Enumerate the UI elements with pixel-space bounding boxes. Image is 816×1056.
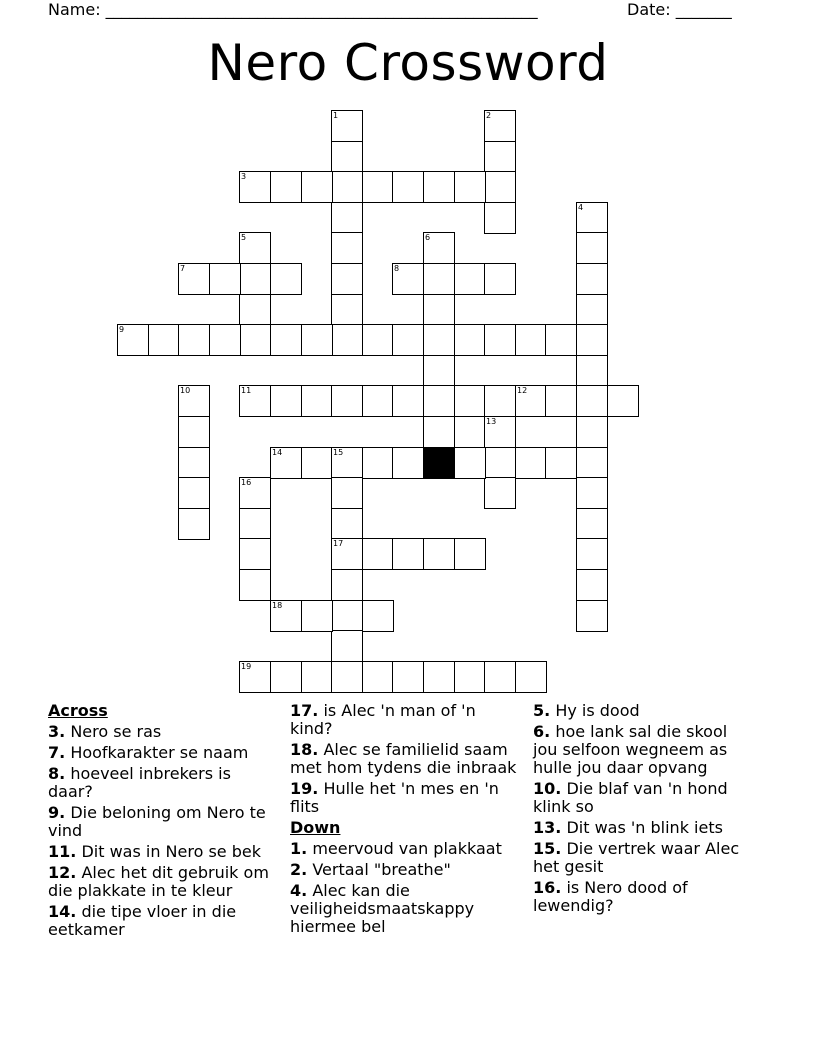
grid-cell[interactable]	[362, 324, 394, 356]
clue-down-13: 13. Dit was 'n blink iets	[533, 818, 723, 837]
grid-cell[interactable]	[576, 538, 608, 570]
grid-cell[interactable]	[576, 324, 608, 356]
page-title: Nero Crossword	[207, 34, 609, 92]
grid-cell[interactable]	[239, 538, 271, 570]
clue-number: 12	[517, 386, 528, 395]
grid-cell[interactable]	[362, 385, 394, 417]
grid-cell[interactable]	[484, 171, 516, 203]
grid-cell[interactable]	[545, 447, 577, 479]
grid-cell[interactable]	[423, 232, 455, 264]
grid-cell[interactable]	[239, 232, 271, 264]
grid-cell[interactable]	[576, 263, 608, 295]
grid-cell[interactable]	[301, 385, 333, 417]
clue-across-17: 17. is Alec 'n man of 'n kind?	[290, 701, 476, 738]
grid-cell[interactable]	[331, 141, 363, 173]
date-field-label: Date: _______	[627, 0, 732, 19]
clue-down-6: 6. hoe lank sal die skool jou selfoon wegneem as hulle jou daar opvang	[533, 722, 728, 777]
grid-cell[interactable]	[270, 263, 302, 295]
grid-cell[interactable]	[239, 385, 271, 417]
grid-cell[interactable]	[576, 355, 608, 387]
clue-across-3: 3. Nero se ras	[48, 722, 162, 741]
clue-down-5: 5. Hy is dood	[533, 701, 640, 720]
grid-cell[interactable]	[239, 324, 271, 356]
grid-cell[interactable]	[178, 447, 210, 479]
grid-cell[interactable]	[148, 324, 180, 356]
grid-cell[interactable]	[178, 508, 210, 540]
clue-across-8: 8. hoeveel inbrekers is daar?	[48, 764, 231, 801]
grid-cell[interactable]	[270, 447, 302, 479]
grid-cell[interactable]	[331, 661, 363, 693]
clue-number: 7	[180, 264, 186, 273]
grid-cell[interactable]	[362, 447, 394, 479]
clue-number: 11	[241, 386, 252, 395]
grid-cell[interactable]	[576, 385, 608, 417]
grid-cell[interactable]	[270, 661, 302, 693]
clue-number: 16	[241, 478, 252, 487]
grid-cell[interactable]	[423, 171, 455, 203]
grid-cell[interactable]	[239, 171, 271, 203]
grid-cell[interactable]	[423, 294, 455, 326]
grid-cell[interactable]	[392, 263, 424, 295]
clue-number: 3	[241, 172, 247, 181]
grid-cell[interactable]	[576, 569, 608, 601]
grid-cell[interactable]	[392, 661, 424, 693]
grid-cell[interactable]	[362, 661, 394, 693]
grid-cell[interactable]	[331, 477, 363, 509]
grid-cell[interactable]	[515, 661, 547, 693]
grid-cell[interactable]	[270, 171, 302, 203]
grid-cell[interactable]	[576, 508, 608, 540]
grid-cell[interactable]	[484, 110, 516, 142]
clue-number: 9	[119, 325, 125, 334]
grid-block	[423, 447, 455, 479]
grid-cell[interactable]	[454, 447, 486, 479]
clue-number: 13	[486, 417, 497, 426]
grid-cell[interactable]	[392, 447, 424, 479]
clue-number: 1	[333, 111, 339, 120]
grid-cell[interactable]	[331, 630, 363, 662]
grid-cell[interactable]	[331, 447, 363, 479]
grid-cell[interactable]	[392, 324, 424, 356]
grid-cell[interactable]	[331, 324, 363, 356]
clue-down-10: 10. Die blaf van 'n hond klink so	[533, 779, 728, 816]
grid-cell[interactable]	[576, 202, 608, 234]
grid-cell[interactable]	[423, 416, 455, 448]
grid-cell[interactable]	[178, 263, 210, 295]
grid-cell[interactable]	[515, 385, 547, 417]
grid-cell[interactable]	[515, 447, 547, 479]
clue-down-16: 16. is Nero dood of lewendig?	[533, 878, 688, 915]
clue-across-7: 7. Hoofkarakter se naam	[48, 743, 249, 762]
clue-across-11: 11. Dit was in Nero se bek	[48, 842, 261, 861]
across-heading: Across	[48, 701, 108, 720]
clue-number: 5	[241, 233, 247, 242]
grid-cell[interactable]	[362, 538, 394, 570]
clue-number: 10	[180, 386, 191, 395]
clue-number: 19	[241, 662, 252, 671]
grid-cell[interactable]	[423, 385, 455, 417]
grid-cell[interactable]	[331, 538, 363, 570]
grid-cell[interactable]	[209, 324, 241, 356]
clue-number: 8	[394, 264, 400, 273]
grid-cell[interactable]	[331, 508, 363, 540]
grid-cell[interactable]	[576, 447, 608, 479]
grid-cell[interactable]	[545, 324, 577, 356]
grid-cell[interactable]	[362, 171, 394, 203]
grid-cell[interactable]	[178, 477, 210, 509]
clue-across-18: 18. Alec se familielid saam met hom tydens die inbraak	[290, 740, 517, 777]
clues-column-1	[48, 702, 273, 942]
grid-cell[interactable]	[607, 385, 639, 417]
grid-cell[interactable]	[331, 110, 363, 142]
grid-cell[interactable]	[392, 385, 424, 417]
grid-cell[interactable]	[178, 416, 210, 448]
clue-across-19: 19. Hulle het 'n mes en 'n flits	[290, 779, 499, 816]
grid-cell[interactable]	[239, 661, 271, 693]
grid-cell[interactable]	[454, 538, 486, 570]
grid-cell[interactable]	[301, 447, 333, 479]
grid-cell[interactable]	[239, 508, 271, 540]
grid-cell[interactable]	[239, 477, 271, 509]
grid-cell[interactable]	[484, 263, 516, 295]
grid-cell[interactable]	[484, 416, 516, 448]
grid-cell[interactable]	[454, 171, 486, 203]
grid-cell[interactable]	[331, 294, 363, 326]
grid-cell[interactable]	[331, 600, 363, 632]
grid-cell[interactable]	[362, 600, 394, 632]
grid-cell[interactable]	[454, 324, 486, 356]
grid-cell[interactable]	[576, 477, 608, 509]
grid-cell[interactable]	[331, 569, 363, 601]
grid-cell[interactable]	[423, 355, 455, 387]
grid-cell[interactable]	[178, 385, 210, 417]
down-heading: Down	[290, 818, 341, 837]
grid-cell[interactable]	[331, 263, 363, 295]
name-field-label: Name: ______________________________________________________	[48, 0, 538, 19]
grid-cell[interactable]	[331, 171, 363, 203]
grid-cell[interactable]	[239, 569, 271, 601]
grid-cell[interactable]	[484, 661, 516, 693]
grid-cell[interactable]	[576, 232, 608, 264]
clues-column-2	[290, 702, 522, 939]
clue-number: 2	[486, 111, 492, 120]
grid-cell[interactable]	[423, 661, 455, 693]
grid-cell[interactable]	[392, 171, 424, 203]
grid-cell[interactable]	[423, 263, 455, 295]
grid-cell[interactable]	[178, 324, 210, 356]
grid-cell[interactable]	[331, 202, 363, 234]
clue-down-2: 2. Vertaal "breathe"	[290, 860, 451, 879]
clue-down-1: 1. meervoud van plakkaat	[290, 839, 502, 858]
grid-cell[interactable]	[209, 263, 241, 295]
grid-cell[interactable]	[484, 202, 516, 234]
grid-cell[interactable]	[484, 385, 516, 417]
grid-cell[interactable]	[423, 324, 455, 356]
clues-column-3	[533, 702, 753, 918]
grid-cell[interactable]	[239, 263, 271, 295]
clue-down-4: 4. Alec kan die veiligheidsmaatskappy hiermee bel	[290, 881, 475, 936]
clue-number: 17	[333, 539, 344, 548]
grid-cell[interactable]	[454, 263, 486, 295]
grid-cell[interactable]	[454, 661, 486, 693]
grid-cell[interactable]	[331, 385, 363, 417]
clue-number: 14	[272, 448, 283, 457]
grid-cell[interactable]	[576, 600, 608, 632]
grid-cell[interactable]	[576, 294, 608, 326]
grid-cell[interactable]	[423, 538, 455, 570]
grid-cell[interactable]	[545, 385, 577, 417]
grid-cell[interactable]	[484, 324, 516, 356]
clue-across-12: 12. Alec het dit gebruik om die plakkate in te kleur	[48, 863, 269, 900]
clue-number: 18	[272, 601, 283, 610]
clue-across-14: 14. die tipe vloer in die eetkamer	[48, 902, 237, 939]
grid-cell[interactable]	[392, 538, 424, 570]
grid-cell[interactable]	[331, 232, 363, 264]
grid-cell[interactable]	[454, 385, 486, 417]
grid-cell[interactable]	[270, 600, 302, 632]
grid-cell[interactable]	[515, 324, 547, 356]
grid-cell[interactable]	[576, 416, 608, 448]
grid-cell[interactable]	[301, 171, 333, 203]
grid-cell[interactable]	[301, 324, 333, 356]
grid-cell[interactable]	[239, 294, 271, 326]
clue-down-15: 15. Die vertrek waar Alec het gesit	[533, 839, 740, 876]
grid-cell[interactable]	[301, 600, 333, 632]
clue-number: 15	[333, 448, 344, 457]
grid-cell[interactable]	[484, 447, 516, 479]
clue-number: 4	[578, 203, 584, 212]
clue-across-9: 9. Die beloning om Nero te vind	[48, 803, 266, 840]
grid-cell[interactable]	[484, 477, 516, 509]
grid-cell[interactable]	[301, 661, 333, 693]
grid-cell[interactable]	[117, 324, 149, 356]
grid-cell[interactable]	[270, 385, 302, 417]
grid-cell[interactable]	[484, 141, 516, 173]
clue-number: 6	[425, 233, 431, 242]
grid-cell[interactable]	[270, 324, 302, 356]
